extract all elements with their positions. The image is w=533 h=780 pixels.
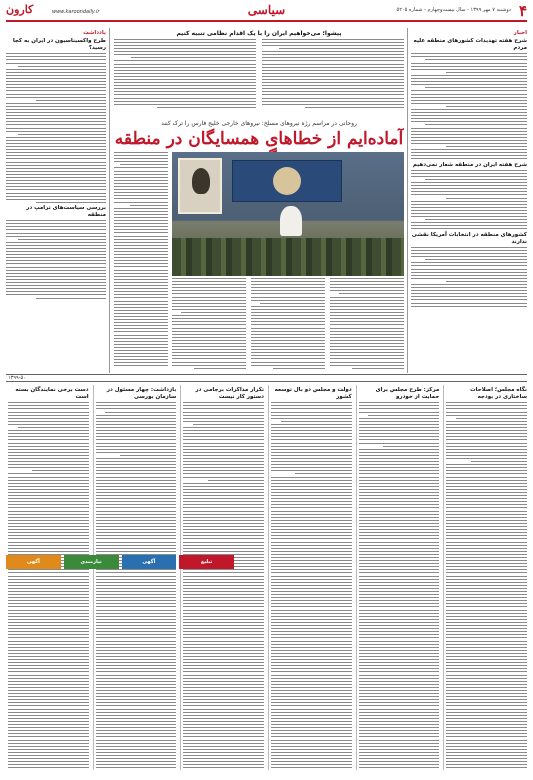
article-body bbox=[6, 53, 106, 203]
section-title: سیاسی bbox=[247, 3, 286, 17]
news-column bbox=[180, 385, 264, 770]
news-column bbox=[6, 385, 89, 770]
news-column bbox=[443, 385, 527, 770]
article-body bbox=[262, 39, 404, 110]
page-divider: ۱۳۹۹-۵۰ bbox=[6, 374, 527, 382]
news-headline: نگاه مجلس؛ اصلاحات ساختاری در بودجه bbox=[470, 387, 527, 401]
column-label: اخبار bbox=[513, 30, 527, 36]
masthead bbox=[6, 4, 527, 22]
newspaper-logo: کارون bbox=[6, 3, 34, 16]
lead-headline: آماده‌ایم از خطاهای همسایگان در منطقه bbox=[114, 129, 404, 149]
news-headline: شرح هفته تهدیدات کشورهای منطقه علیه مردم bbox=[413, 38, 527, 52]
ad-label[interactable]: تبلیغ bbox=[179, 555, 234, 569]
news-headline: دست برخی نمایندگان بسته است bbox=[15, 387, 89, 401]
news-headline: شرح هفته ایران در منطقه شعار نمی‌دهیم bbox=[412, 161, 527, 168]
page-number: ۴ bbox=[518, 2, 527, 20]
article-body bbox=[411, 170, 527, 230]
news-headline: کشورهای منطقه در انتخابات آمریکا نقشی ندارند bbox=[411, 231, 527, 245]
crowd-figures bbox=[172, 238, 404, 276]
right-news-column bbox=[407, 28, 527, 373]
date-line: دوشنبه ۷ مهر ۱۳۹۹ - سال بیست‌وچهارم - شماره ۵۲۰۵ bbox=[396, 7, 511, 13]
article-body bbox=[411, 247, 527, 307]
news-headline: تکرار مذاکرات برجامی در دستور کار نیست bbox=[195, 387, 264, 401]
lead-photo bbox=[172, 152, 404, 276]
news-headline: دولت و مجلس دو بال توسعه کشور bbox=[274, 387, 352, 401]
opinion-headline: طرح واکسیناسیون در ایران به کجا رسید؟ bbox=[12, 38, 106, 52]
website-url[interactable]: www.karoondaily.ir bbox=[52, 9, 100, 15]
lead-article bbox=[172, 278, 404, 373]
article-body bbox=[6, 220, 106, 298]
stage-banner bbox=[232, 160, 342, 202]
news-headline: مرکز: طرح مجلس برای حمایت از خودرو bbox=[375, 387, 440, 401]
left-opinion-column bbox=[6, 28, 110, 373]
top-story-headline: پیشوا؛ می‌خواهیم ایران را با یک اقدام نظامی تنبیه کنیم bbox=[176, 30, 342, 37]
lower-news-section bbox=[6, 385, 527, 770]
ad-label[interactable]: نیازمندی bbox=[64, 555, 119, 569]
ad-label[interactable]: آگهی bbox=[122, 555, 177, 569]
news-column bbox=[93, 385, 177, 770]
ad-strip bbox=[6, 555, 234, 569]
news-headline: بازداشت: چهار مسئول در سازمان بورسی bbox=[106, 387, 177, 401]
article-body bbox=[411, 53, 527, 159]
opinion-headline: بررسی سیاست‌های ترامپ در منطقه bbox=[26, 204, 106, 219]
news-column bbox=[356, 385, 440, 770]
lead-subtitle: روحانی در مراسم رژه نیروهای مسلح: نیروهای خارجی خلیج فارس را ترک کنند bbox=[161, 120, 357, 127]
top-story bbox=[114, 28, 404, 118]
ad-label[interactable]: آگهی bbox=[6, 555, 61, 569]
portrait-image bbox=[178, 158, 222, 214]
column-label: یادداشت bbox=[83, 30, 106, 36]
article-body bbox=[114, 39, 256, 110]
middle-lead-section bbox=[114, 28, 404, 373]
speaker-figure bbox=[280, 206, 302, 236]
lead-side-text bbox=[114, 152, 168, 373]
news-column bbox=[268, 385, 352, 770]
